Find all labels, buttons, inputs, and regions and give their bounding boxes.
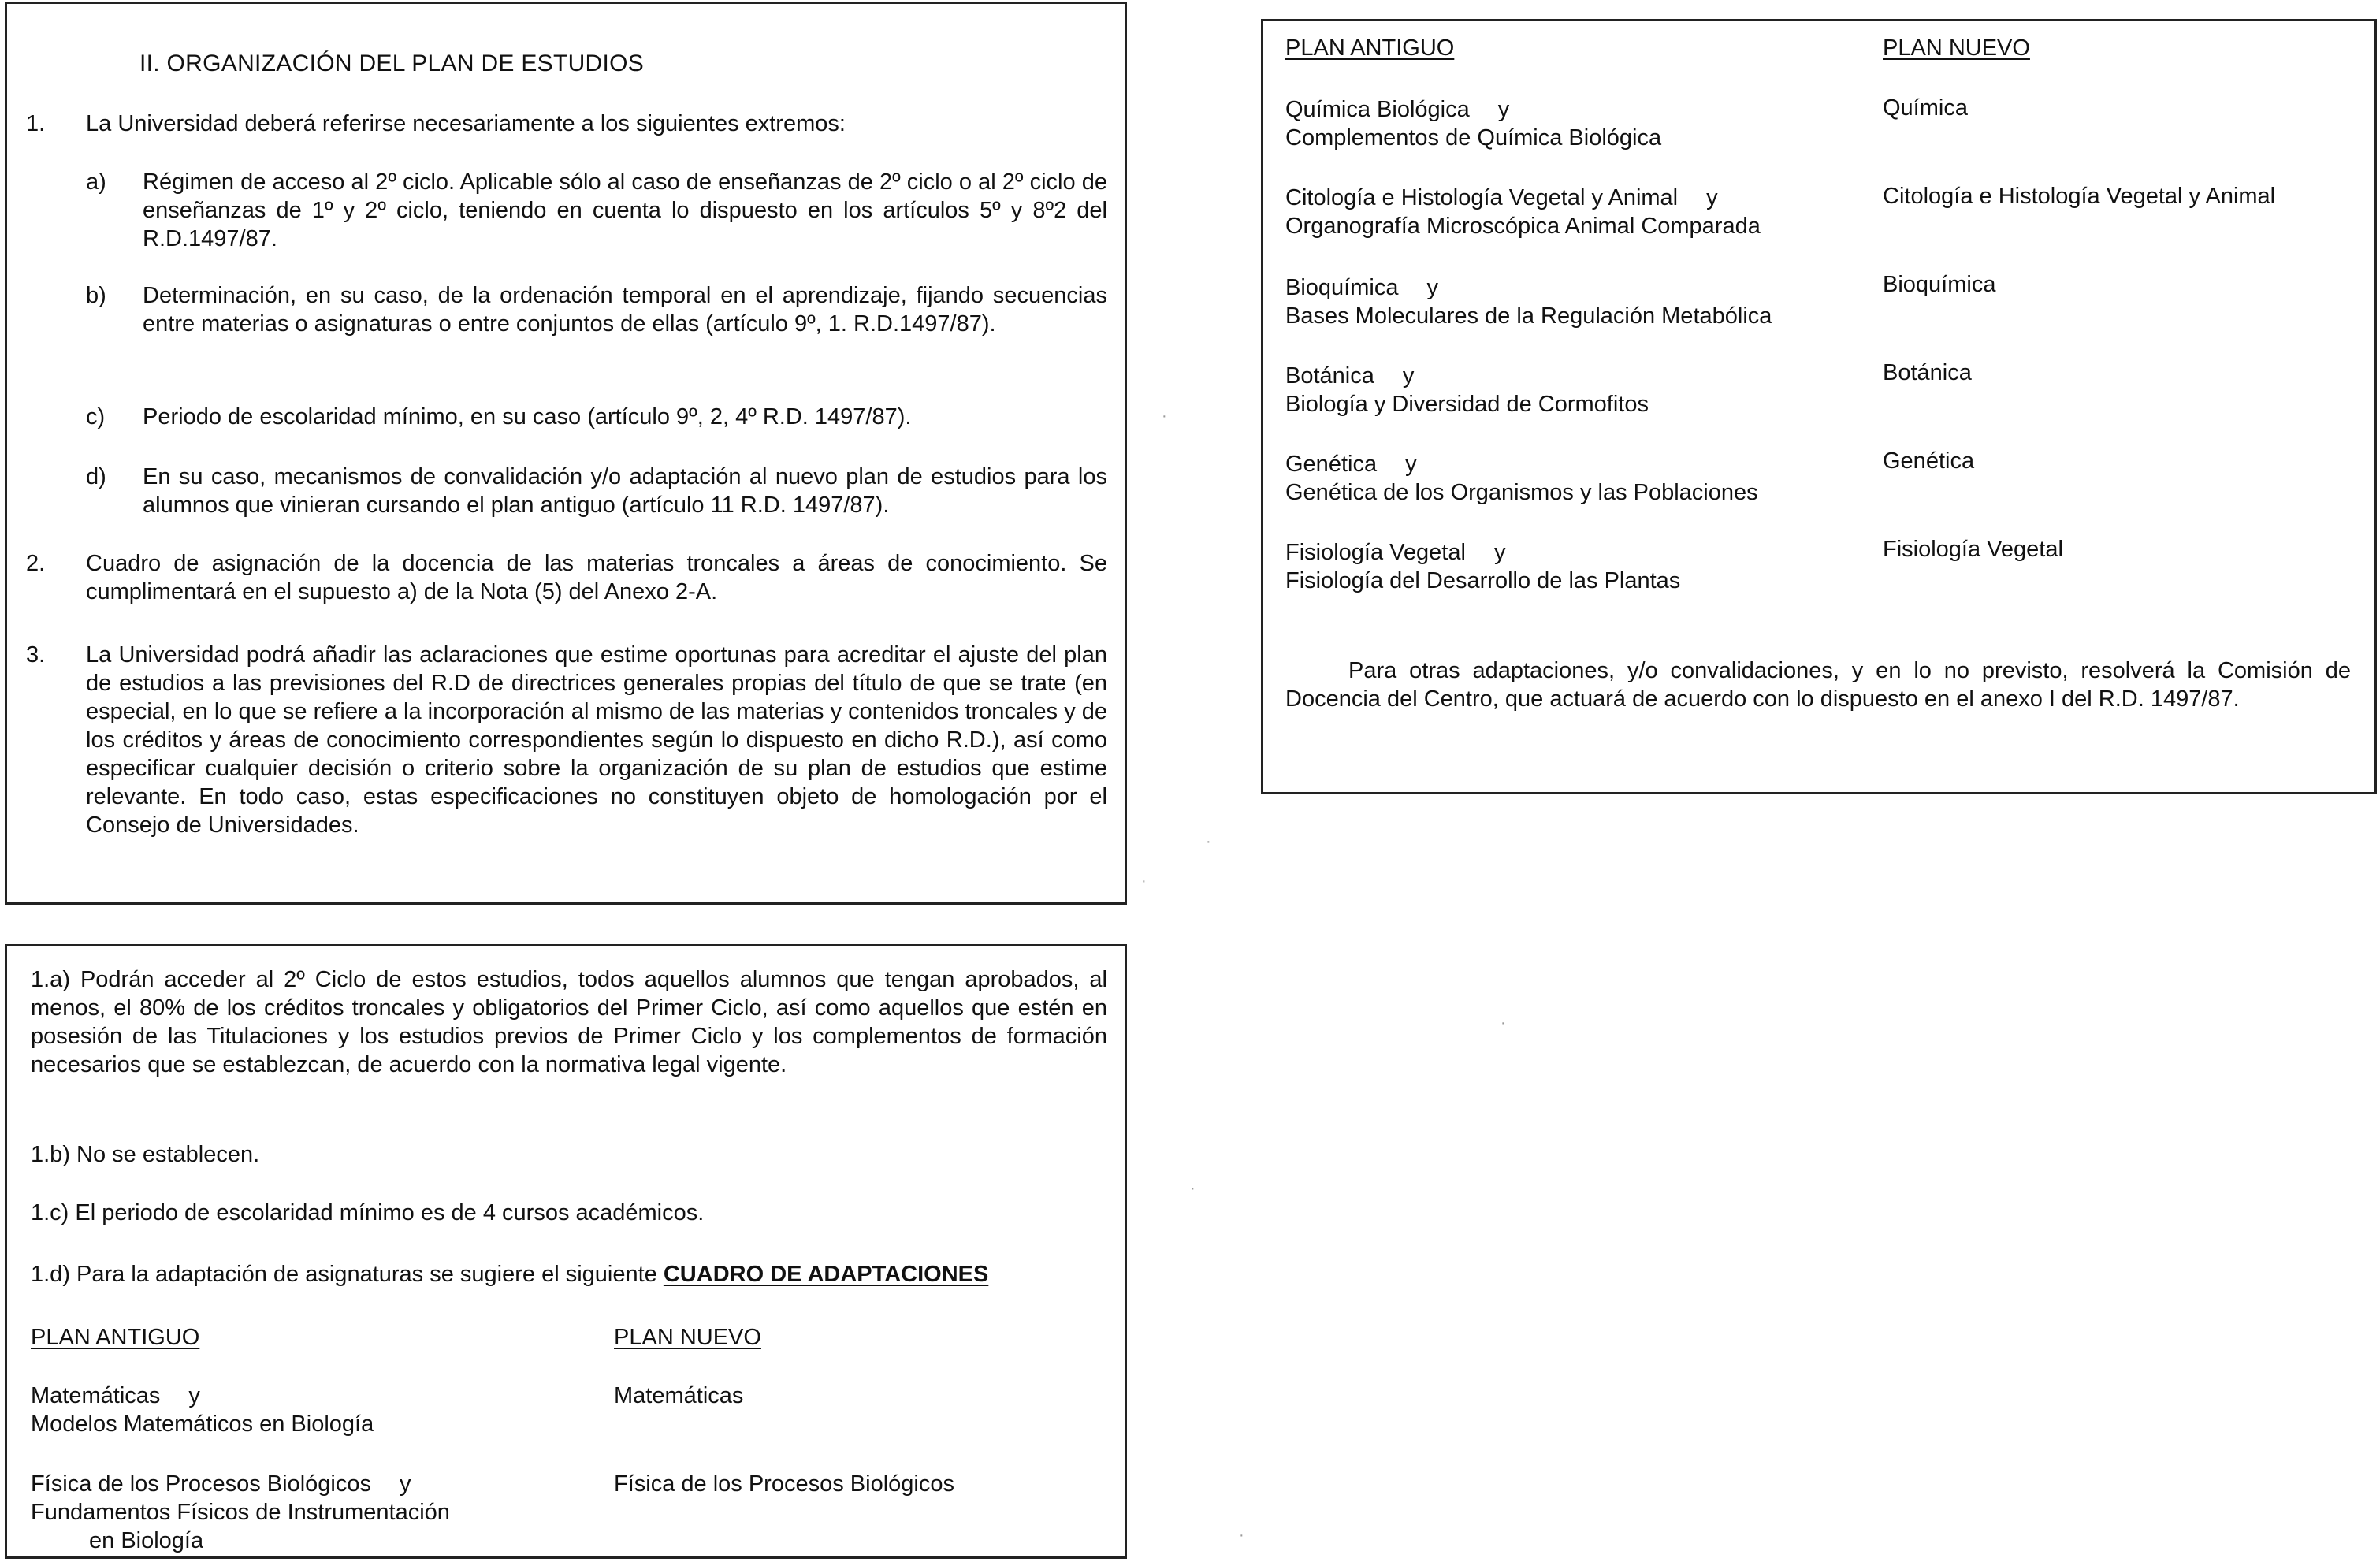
subitem-text: Régimen de acceso al 2º ciclo. Aplicable sólo al caso de enseñanzas de 2º ciclo o al 2º ciclo de enseñanzas de 1º y 2º ciclo, teniendo en cuenta lo dispuesto en los artículos 5º y 8º2 del R.D.1497/87. [143, 169, 1107, 251]
old-subject-1: Citología e Histología Vegetal y Animal [1285, 185, 1679, 210]
conjunction: y [1493, 540, 1506, 565]
response-1c: 1.c) El periodo de escolaridad mínimo es de 4 cursos académicos. [31, 1200, 705, 1225]
old-subject-1: Química Biológica [1285, 97, 1470, 122]
old-plan-subject [1285, 184, 1718, 212]
old-subject-1: Física de los Procesos Biológicos [31, 1471, 371, 1497]
old-subject-2: Genética de los Organismos y las Poblaciones [1285, 480, 1758, 505]
scan-speck: · [1239, 1527, 1244, 1544]
subitem-text: En su caso, mecanismos de convalidación y/o adaptación al nuevo plan de estudios para los alumnos que vinieran cursando el plan antiguo (artículo 11 R.D. 1497/87). [143, 464, 1107, 518]
adaptations-note: Para otras adaptaciones, y/o convalidaciones, y en lo no previsto, resolverá la Comisión de Docencia del Centro, que actuará de acuerdo con lo dispuesto en el anexo I del R.D. 1497/87. [1285, 658, 2351, 712]
conjunction: y [1426, 275, 1438, 300]
old-subject-1: Genética [1285, 452, 1378, 477]
new-plan-subject: Bioquímica [1883, 272, 1996, 297]
scan-speck: · [1141, 872, 1147, 890]
old-plan-subject [1285, 95, 1509, 124]
old-subject-2: Organografía Microscópica Animal Comparada [1285, 214, 1761, 239]
old-subject-1: Botánica [1285, 363, 1374, 389]
new-plan-subject: Botánica [1883, 360, 1972, 385]
old-plan-subject [1285, 450, 1417, 478]
old-subject-2: Modelos Matemáticos en Biología [31, 1411, 374, 1437]
conjunction: y [1405, 452, 1417, 477]
conjunction: y [1402, 363, 1415, 389]
new-plan-subject: Química [1883, 95, 1968, 121]
conjunction: y [399, 1471, 411, 1497]
old-subject-1: Bioquímica [1285, 275, 1399, 300]
new-plan-subject: Fisiología Vegetal [1883, 537, 2063, 562]
new-plan-subject: Física de los Procesos Biológicos [614, 1471, 954, 1497]
column-header-old-plan: PLAN ANTIGUO [1285, 35, 1455, 61]
subitem-label: d) [86, 464, 106, 489]
old-subject-2: Fundamentos Físicos de Instrumentación [31, 1500, 450, 1525]
old-subject-1: Matemáticas [31, 1383, 161, 1408]
response-1d [31, 1260, 988, 1289]
conjunction: y [1497, 97, 1510, 122]
subitem-text: Determinación, en su caso, de la ordenación temporal en el aprendizaje, fijando secuencias entre materias o asignaturas o entre conjuntos de ellas (artículo 9º, 1. R.D.1497/87). [143, 283, 1107, 337]
column-header-new-plan: PLAN NUEVO [614, 1325, 761, 1350]
adaptations-table-title: CUADRO DE ADAPTACIONES [663, 1262, 989, 1287]
response-1b: 1.b) No se establecen. [31, 1142, 260, 1167]
old-subject-2: Biología y Diversidad de Cormofitos [1285, 392, 1649, 417]
response-1a: 1.a) Podrán acceder al 2º Ciclo de estos estudios, todos aquellos alumnos que tengan aprobados, al menos, el 80% de los créditos troncales y obligatorios del Primer Ciclo, así como aquellos que estén en posesión de las Titulaciones y los estudios previos de Primer Ciclo y los complementos de formación necesarios que se establezcan, de acuerdo con la normativa legal vigente. [31, 967, 1107, 1077]
old-subject-2: Complementos de Química Biológica [1285, 125, 1662, 151]
column-header-new-plan: PLAN NUEVO [1883, 35, 2030, 61]
conjunction: y [188, 1383, 200, 1408]
scan-speck: · [1162, 407, 1167, 425]
new-plan-subject: Citología e Histología Vegetal y Animal [1883, 184, 2276, 209]
old-subject-2: Fisiología del Desarrollo de las Plantas [1285, 568, 1681, 593]
column-header-old-plan: PLAN ANTIGUO [31, 1325, 200, 1350]
old-subject-2: Bases Moleculares de la Regulación Metabólica [1285, 303, 1772, 329]
organization-section [5, 2, 1127, 905]
subitem-label: a) [86, 169, 106, 195]
new-plan-subject: Genética [1883, 448, 1975, 474]
item-number: 3. [26, 642, 46, 668]
section-title: II. ORGANIZACIÓN DEL PLAN DE ESTUDIOS [139, 50, 645, 76]
item-text: Cuadro de asignación de la docencia de las materias troncales a áreas de conocimiento. Se cumplimentará en el supuesto a) de la Nota (5) del Anexo 2-A. [86, 551, 1107, 604]
old-subject-3: en Biología [89, 1528, 204, 1553]
subitem-text: Periodo de escolaridad mínimo, en su caso (artículo 9º, 2, 4º R.D. 1497/87). [143, 404, 912, 430]
scan-speck: · [1206, 833, 1211, 850]
conjunction: y [1706, 185, 1718, 210]
old-subject-1: Fisiología Vegetal [1285, 540, 1466, 565]
scan-speck: · [1190, 1180, 1196, 1197]
item-number: 1. [26, 111, 46, 136]
item-number: 2. [26, 551, 46, 576]
old-plan-subject [31, 1382, 200, 1410]
subitem-label: c) [86, 404, 106, 430]
old-plan-subject [1285, 362, 1414, 390]
subitem-label: b) [86, 283, 106, 308]
old-plan-subject [1285, 538, 1505, 567]
old-plan-subject [1285, 273, 1438, 302]
new-plan-subject: Matemáticas [614, 1383, 744, 1408]
scan-speck: · [1501, 1014, 1506, 1032]
old-plan-subject [31, 1470, 411, 1498]
item-text: La Universidad podrá añadir las aclaraciones que estime oportunas para acreditar el ajuste del plan de estudios a las previsiones del R.D de directrices generales propias del título de que se trate (en especial, en lo que se refiere a la incorporación al mismo de las materias y contenidos troncales y de los créditos y áreas de conocimiento correspondientes según lo dispuesto en dicho R.D.), así como especificar cualquier decisión o criterio sobre la organización de su plan de estudios que estime relevante. En todo caso, estas especificaciones no constituyen objeto de homologación por el Consejo de Universidades. [86, 642, 1108, 838]
adaptations-section [1261, 19, 2377, 794]
item-text: La Universidad deberá referirse necesariamente a los siguientes extremos: [86, 111, 846, 136]
responses-section [5, 944, 1127, 1559]
response-1d-text: 1.d) Para la adaptación de asignaturas se sugiere el siguiente [31, 1262, 664, 1287]
